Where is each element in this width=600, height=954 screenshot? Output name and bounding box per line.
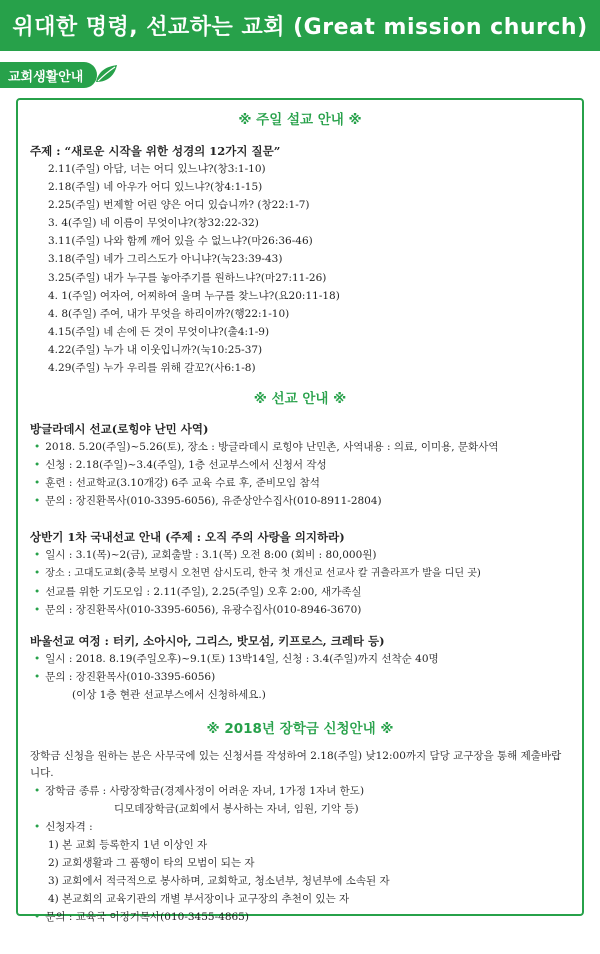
list-item: • 일시 : 2018. 8.19(주일오후)~9.1(토) 13박14일, 신청 : 3.4(주일)까지 선착순 40명 [34, 652, 439, 665]
list-item: • 훈련 : 선교학교(3.10개강) 6주 교육 수료 후, 준비모임 참석 [34, 477, 320, 490]
section-tag [0, 62, 119, 88]
sermon-section-title: ※ 주일 설교 안내 ※ [238, 112, 362, 128]
bullet-icon: • [34, 821, 41, 834]
list-item: 4.15(주일) 네 손에 든 것이 무엇이냐?(출4:1-9) [48, 325, 270, 338]
sermon-list [30, 160, 570, 377]
list-item: 2.25(주일) 번제할 어린 양은 어디 있습니까? (창22:1-7) [48, 199, 310, 212]
mission-block-title: 상반기 1차 국내선교 안내 (주제 : 오직 주의 사랑을 의지하라) [30, 529, 345, 544]
bullet-icon: • [34, 603, 41, 616]
list-item: 3.11(주일) 나와 함께 깨어 있을 수 없느냐?(마26:36-46) [48, 235, 313, 248]
scholarship-contact: • 문의 : 교육국 이정기목사(010-3455-4865) [34, 911, 249, 924]
list-item: • 2018. 5.20(주일)~5.26(토), 장소 : 방글라데시 로힝야 난민촌, 사역내용 : 의료, 이미용, 문화사역 [34, 441, 499, 454]
list-item: 2.11(주일) 아담, 너는 어디 있느냐?(창3:1-10) [48, 163, 266, 175]
list-item: 4. 1(주일) 여자여, 어찌하여 울며 누구를 찾느냐?(요20:11-18) [48, 289, 340, 302]
mission-block-list [30, 650, 570, 686]
bullet-icon: • [34, 459, 41, 472]
bullet-icon: • [34, 441, 41, 454]
list-item: 4.29(주일) 누가 우리를 위해 갈꼬?(사6:1-8) [48, 362, 256, 375]
leaf-icon [93, 62, 119, 88]
header-title: 위대한 명령, 선교하는 교회 (Great mission church) [12, 15, 588, 40]
list-item: • 신청 : 2.18(주일)~3.4(주일), 1층 선교부스에서 신청서 작성 [34, 459, 327, 472]
list-item: 2.18(주일) 네 아우가 어디 있느냐?(창4:1-15) [48, 181, 263, 194]
list-item: 4.22(주일) 누가 내 이웃입니까?(눅10:25-37) [48, 343, 263, 356]
list-item: • 일시 : 3.1(목)~2(금), 교회출발 : 3.1(목) 오전 8:00 (회비 : 80,000원) [34, 548, 377, 561]
list-item: 1) 본 교회 등록한지 1년 이상인 자 [48, 839, 208, 852]
section-tag-label: 교회생활안내 [0, 62, 97, 88]
bullet-icon: • [34, 477, 41, 490]
mission-note: (이상 1층 현관 선교부스에서 신청하세요.) [72, 689, 266, 702]
list-item: 3.18(주일) 네가 그리스도가 아니냐?(눅23:39-43) [48, 253, 283, 266]
page-header [0, 0, 600, 51]
list-item: 3) 교회에서 적극적으로 봉사하며, 교회학교, 청소년부, 청년부에 소속된 자 [48, 875, 390, 888]
list-item: 3. 4(주일) 네 이름이 무엇이냐?(창32:22-32) [48, 217, 259, 230]
bullet-icon: • [34, 495, 41, 508]
bullet-icon: • [34, 566, 41, 579]
scholarship-section-title: ※ 2018년 장학금 신청안내 ※ [206, 721, 394, 738]
scholarship-qual-label: • 신청자격 : [34, 821, 93, 834]
qualification-list [30, 836, 570, 908]
list-item: • 문의 : 장진환목사(010-3395-6056), 유준상안수집사(010-8911-2804) [34, 495, 382, 508]
scholarship-intro: 장학금 신청을 원하는 분은 사무국에 있는 신청서를 작성하여 2.18(주일) 낮12:00까지 담당 교구장을 통해 제출바랍니다. [30, 750, 562, 780]
scholarship-types: • 장학금 종류 : 사랑장학금(경제사정이 어려운 자녀, 1가정 1자녀 한도) [34, 785, 365, 798]
mission-block-title: 방글라데시 선교(로힝야 난민 사역) [30, 422, 209, 437]
sermon-theme: 주제 : “새로운 시작을 위한 성경의 12가지 질문” [30, 144, 281, 158]
mission-block-title: 바울선교 여정 : 터키, 소아시아, 그리스, 밧모섬, 키프로스, 크레타 등) [30, 633, 385, 648]
mission-section-title: ※ 선교 안내 ※ [253, 391, 347, 408]
mission-block-list [30, 438, 570, 510]
scholarship-types-cont: 디모데장학금(교회에서 봉사하는 자녀, 임원, 기악 등) [114, 803, 359, 816]
list-item: 3.25(주일) 내가 누구를 놓아주기를 원하느냐?(마27:11-26) [48, 271, 327, 284]
list-item: • 장소 : 고대도교회(충북 보령시 오천면 삽시도리, 한국 첫 개신교 선교사 칼 귀츨라프가 발을 디딘 곳) [34, 566, 481, 579]
bullet-icon: • [34, 911, 41, 924]
bullet-icon: • [34, 652, 41, 665]
bullet-icon: • [34, 785, 41, 798]
bullet-icon: • [34, 670, 41, 683]
list-item: 4) 본교회의 교육기관의 개별 부서장이나 교구장의 추천이 있는 자 [48, 893, 350, 906]
list-item: 4. 8(주일) 주여, 내가 무엇을 하리이까?(행22:1-10) [48, 307, 290, 320]
list-item: • 문의 : 장진환목사(010-3395-6056), 유광수집사(010-8946-3670) [34, 603, 362, 616]
info-panel [16, 98, 584, 924]
bullet-icon: • [34, 585, 41, 598]
list-item: • 문의 : 장진환목사(010-3395-6056) [34, 670, 216, 683]
bullet-icon: • [34, 548, 41, 561]
mission-block-list [30, 546, 570, 619]
list-item: 2) 교회생활과 그 품행이 타의 모범이 되는 자 [48, 857, 255, 870]
list-item: • 선교를 위한 기도모임 : 2.11(주일), 2.25(주일) 오후 2:00, 새가족실 [34, 585, 362, 598]
